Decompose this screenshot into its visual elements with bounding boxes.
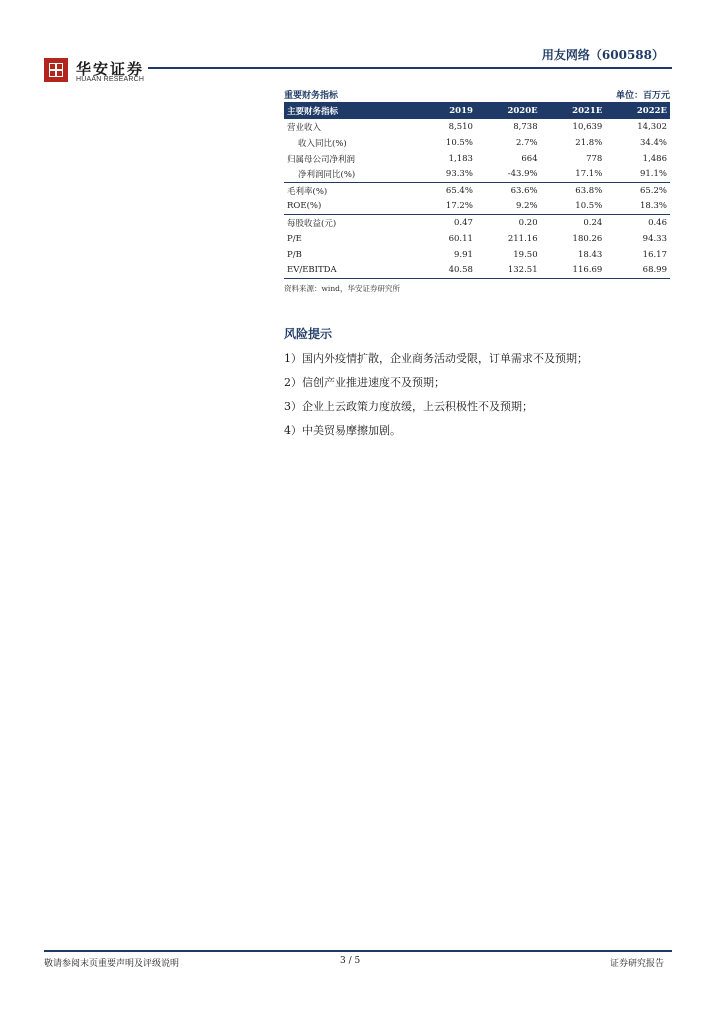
table-header-row [284, 104, 670, 119]
column-header: 2020E [507, 106, 538, 116]
row-value: 9.91 [453, 249, 473, 260]
table-unit: 单位：百万元 [615, 91, 670, 101]
column-header: 2021E [572, 106, 603, 116]
row-label: 净利润同比(%) [298, 170, 356, 181]
row-value: 63.6% [476, 183, 541, 199]
row-label: ROE(%) [287, 201, 322, 212]
risk-item: 1）国内外疫情扩散，企业商务活动受限，订单需求不及预期； [284, 352, 588, 365]
row-value: 93.3% [445, 169, 473, 180]
risk-item: 2）信创产业推进速度不及预期； [284, 376, 445, 389]
row-value: 65.2% [605, 183, 670, 199]
row-value: 0.47 [417, 215, 476, 231]
row-label: 毛利率(%) [284, 183, 417, 199]
row-value: 0.20 [476, 215, 541, 231]
risk-list [284, 350, 588, 446]
row-value: 180.26 [572, 233, 603, 244]
row-label: 归属母公司净利润 [287, 154, 356, 165]
page-number: 3 / 5 [340, 956, 361, 966]
row-value: 2.7% [516, 137, 538, 148]
row-value: 60.11 [448, 233, 473, 244]
table-row [284, 119, 670, 135]
row-value: 17.1% [575, 169, 603, 180]
seal-icon [44, 58, 68, 82]
financial-table [284, 104, 670, 280]
row-value: 10,639 [572, 121, 603, 132]
logo-text-cn: 华安证券 [76, 60, 145, 78]
row-value: 10.5% [445, 137, 473, 148]
row-value: 116.69 [541, 263, 606, 279]
row-value: 91.1% [639, 169, 667, 180]
row-label: 收入同比(%) [298, 138, 347, 149]
footer-divider [44, 950, 672, 952]
company-header: 用友网络（600588） [541, 48, 664, 62]
row-value: 0.24 [541, 215, 606, 231]
logo-text-en: HUAAN RESEARCH [76, 76, 145, 83]
table-row [284, 183, 670, 199]
row-label: 每股收益(元) [284, 215, 417, 231]
risk-heading: 风险提示 [284, 327, 333, 341]
row-value: 94.33 [642, 233, 667, 244]
financial-table-block [284, 88, 670, 294]
table-source: 资料来源：wind，华安证券研究所 [284, 284, 400, 293]
risk-item: 4）中美贸易摩擦加剧。 [284, 424, 401, 437]
table-body [284, 119, 670, 279]
row-label: EV/EBITDA [284, 263, 417, 279]
row-value: 65.4% [417, 183, 476, 199]
column-header: 主要财务指标 [287, 107, 339, 117]
header-divider [148, 67, 672, 69]
row-value: 10.5% [575, 201, 603, 212]
row-value: 19.50 [513, 249, 538, 260]
row-value: 68.99 [605, 263, 670, 279]
huaan-logo [44, 58, 144, 86]
table-caption [284, 88, 670, 101]
row-value: 18.3% [639, 201, 667, 212]
row-value: 9.2% [516, 201, 538, 212]
table-row [284, 247, 670, 263]
row-value: 16.17 [642, 249, 667, 260]
row-value: 211.16 [507, 233, 538, 244]
table-title: 重要财务指标 [284, 91, 339, 101]
table-row [284, 231, 670, 247]
table-row [284, 215, 670, 231]
row-value: 21.8% [575, 137, 603, 148]
row-value: 132.51 [476, 263, 541, 279]
row-label: 营业收入 [287, 122, 322, 133]
row-value: 14,302 [637, 121, 667, 132]
row-value: 1,486 [642, 153, 667, 164]
row-value: 8,510 [448, 121, 473, 132]
row-value: 40.58 [417, 263, 476, 279]
row-value: 63.8% [541, 183, 606, 199]
table-row [284, 167, 670, 183]
column-header: 2019 [449, 106, 473, 116]
row-value: 18.43 [577, 249, 603, 260]
table-row [284, 135, 670, 151]
table-row [284, 151, 670, 167]
row-value: 1,183 [448, 153, 473, 164]
row-label: P/E [287, 233, 302, 244]
row-value: 778 [586, 153, 603, 164]
row-value: 34.4% [639, 137, 667, 148]
row-value: -43.9% [507, 169, 538, 180]
table-row [284, 263, 670, 279]
column-header: 2022E [636, 106, 667, 116]
row-value: 17.2% [445, 201, 473, 212]
row-value: 0.46 [605, 215, 670, 231]
footer-report-type: 证券研究报告 [609, 959, 664, 969]
row-value: 664 [521, 153, 538, 164]
row-label: P/B [287, 249, 302, 260]
row-value: 8,738 [513, 121, 538, 132]
table-row [284, 199, 670, 215]
footer-disclaimer: 敬请参阅末页重要声明及评级说明 [44, 959, 180, 969]
risk-item: 3）企业上云政策力度放缓，上云积极性不及预期； [284, 400, 533, 413]
